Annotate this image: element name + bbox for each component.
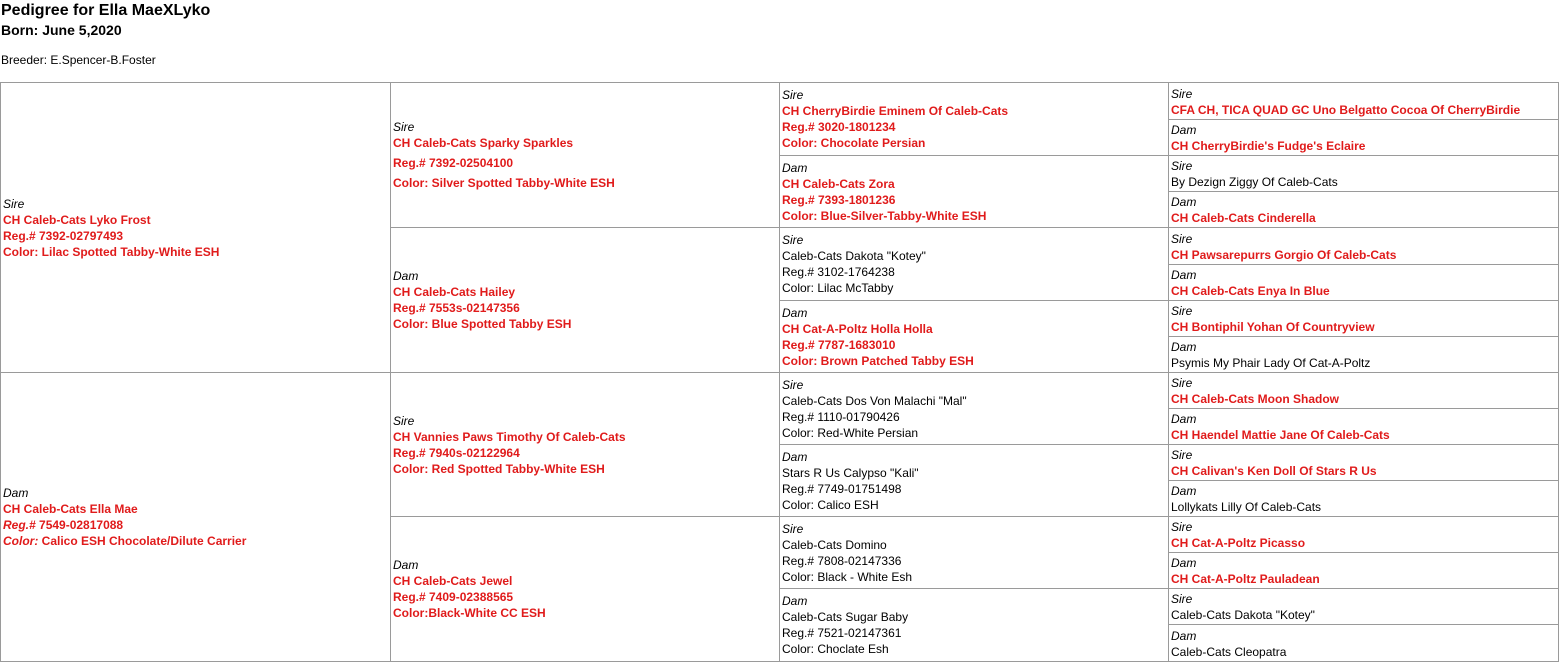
- cat-color: Color: Brown Patched Tabby ESH: [782, 353, 974, 368]
- parent-label: Dam: [1171, 123, 1197, 137]
- parent-label: Dam: [1171, 484, 1197, 498]
- parent-label: Sire: [782, 521, 804, 536]
- reg-value: 7549-02817088: [35, 518, 124, 532]
- cat-color: Color: Choclate Esh: [782, 642, 889, 656]
- gen3-dam-cell: [780, 156, 1169, 228]
- parent-label: Dam: [3, 486, 29, 500]
- parent-label: Dam: [1171, 629, 1197, 643]
- gen3-dam-cell: [780, 445, 1169, 517]
- cat-color: Color:Black-White CC ESH: [393, 606, 546, 620]
- registration-number: [3, 517, 388, 533]
- gen4-dam-cell: [1169, 481, 1558, 517]
- parent-label: Dam: [1171, 412, 1197, 426]
- parent-label: Sire: [782, 88, 804, 102]
- parent-label: Sire: [1171, 304, 1193, 318]
- cat-color: [3, 533, 388, 549]
- gen4-sire-cell: [1169, 228, 1558, 265]
- registration-number: Reg.# 7409-02388565: [393, 590, 514, 604]
- gen1-sire-cell: [1, 83, 391, 373]
- gen2-dam-cell: [391, 228, 780, 373]
- breeder-info: Breeder: E.Spencer-B.Foster: [1, 53, 156, 67]
- color-value: Calico ESH Chocolate/Dilute Carrier: [38, 534, 247, 548]
- gen4-dam-cell: [1169, 265, 1558, 301]
- parent-label: Dam: [1171, 268, 1197, 282]
- gen4-dam-cell: [1169, 409, 1558, 445]
- registration-number: Reg.# 7553s-02147356: [393, 301, 520, 315]
- registration-number: Reg.# 1110-01790426: [782, 409, 900, 424]
- parent-label: Dam: [393, 269, 419, 283]
- parent-label: Sire: [1171, 159, 1193, 173]
- cat-name: CH Caleb-Cats Lyko Frost: [3, 212, 151, 227]
- cat-name: CH CherryBirdie Eminem Of Caleb-Cats: [782, 104, 1009, 118]
- cat-name: CH Caleb-Cats Jewel: [393, 574, 513, 588]
- parent-label: Sire: [1171, 232, 1193, 246]
- cat-name: Caleb-Cats Dakota "Kotey": [1171, 608, 1315, 622]
- gen3-dam-cell: [780, 589, 1169, 661]
- parent-label: Sire: [3, 196, 25, 211]
- parent-label: Dam: [782, 305, 808, 320]
- gen2-sire-cell: [391, 83, 780, 228]
- gen3-sire-cell: [780, 228, 1169, 301]
- registration-number: Reg.# 3020-1801234: [782, 120, 896, 134]
- cat-name: CH Caleb-Cats Ella Mae: [3, 502, 138, 516]
- parent-label: Sire: [1171, 592, 1193, 606]
- cat-name: CH Cat-A-Poltz Holla Holla: [782, 321, 933, 336]
- registration-number: Reg.# 7392-02797493: [3, 228, 124, 243]
- page-title: Pedigree for Ella MaeXLyko: [1, 2, 211, 19]
- cat-name: CH Caleb-Cats Zora: [782, 176, 895, 191]
- cat-name: CH Calivan's Ken Doll Of Stars R Us: [1171, 464, 1377, 478]
- gen3-sire-cell: [780, 373, 1169, 445]
- gen4-dam-cell: [1169, 192, 1558, 228]
- gen1-dam-cell: [1, 373, 391, 661]
- parent-label: Sire: [393, 120, 415, 134]
- parent-label: Dam: [1171, 556, 1197, 570]
- gen4-sire-cell: [1169, 517, 1558, 553]
- gen4-dam-cell: [1169, 625, 1558, 661]
- cat-color: Color: Blue-Silver-Tabby-White ESH: [782, 208, 987, 223]
- cat-name: Stars R Us Calypso "Kali": [782, 465, 919, 480]
- gen4-dam-cell: [1169, 120, 1558, 156]
- cat-name: CH CherryBirdie's Fudge's Eclaire: [1171, 139, 1366, 153]
- cat-color: Color: Red-White Persian: [782, 425, 919, 440]
- cat-color: Color: Silver Spotted Tabby-White ESH: [393, 176, 615, 190]
- parent-label: Dam: [1171, 340, 1197, 354]
- cat-color: Color: Lilac McTabby: [782, 281, 894, 295]
- registration-number: Reg.# 7392-02504100: [393, 156, 514, 170]
- cat-name: CH Caleb-Cats Cinderella: [1171, 211, 1316, 225]
- gen4-dam-cell: [1169, 553, 1558, 589]
- parent-label: Sire: [1171, 376, 1193, 390]
- gen2-sire-cell: [391, 373, 780, 517]
- cat-color: Color: Black - White Esh: [782, 569, 913, 584]
- parent-label: Dam: [782, 160, 808, 175]
- cat-color: Color: Red Spotted Tabby-White ESH: [393, 461, 605, 476]
- parent-label: Sire: [393, 413, 415, 428]
- cat-color: Color: Calico ESH: [782, 497, 879, 512]
- cat-name: Caleb-Cats Domino: [782, 537, 887, 552]
- parent-label: Sire: [1171, 520, 1193, 534]
- gen4-sire-cell: [1169, 589, 1558, 625]
- birth-date: Born: June 5,2020: [1, 22, 122, 38]
- gen4-sire-cell: [1169, 373, 1558, 409]
- cat-name: CFA CH, TICA QUAD GC Uno Belgatto Cocoa Of CherryBirdie: [1171, 103, 1521, 117]
- cat-name: CH Caleb-Cats Hailey: [393, 285, 516, 299]
- gen4-sire-cell: [1169, 445, 1558, 481]
- registration-number: Reg.# 7940s-02122964: [393, 445, 520, 460]
- cat-name: Caleb-Cats Sugar Baby: [782, 610, 909, 624]
- cat-color: Color: Blue Spotted Tabby ESH: [393, 317, 572, 331]
- reg-label: Reg.#: [3, 518, 36, 532]
- gen2-dam-cell: [391, 517, 780, 661]
- cat-name: CH Cat-A-Poltz Pauladean: [1171, 572, 1320, 586]
- cat-name: Caleb-Cats Cleopatra: [1171, 645, 1287, 659]
- parent-label: Dam: [782, 594, 808, 608]
- registration-number: Reg.# 7808-02147336: [782, 553, 902, 568]
- parent-label: Dam: [393, 558, 419, 572]
- gen4-sire-cell: [1169, 83, 1558, 120]
- cat-name: CH Cat-A-Poltz Picasso: [1171, 536, 1306, 550]
- cat-name: CH Caleb-Cats Sparky Sparkles: [393, 136, 574, 150]
- gen3-sire-cell: [780, 83, 1169, 156]
- registration-number: Reg.# 7749-01751498: [782, 481, 902, 496]
- parent-label: Sire: [782, 377, 804, 392]
- parent-label: Dam: [782, 449, 808, 464]
- gen4-sire-cell: [1169, 301, 1558, 337]
- parent-label: Dam: [1171, 195, 1197, 209]
- gen4-sire-cell: [1169, 156, 1558, 192]
- cat-color: Color: Lilac Spotted Tabby-White ESH: [3, 244, 220, 259]
- cat-name: CH Caleb-Cats Enya In Blue: [1171, 284, 1330, 298]
- registration-number: Reg.# 7393-1801236: [782, 192, 896, 207]
- gen4-dam-cell: [1169, 337, 1558, 373]
- gen3-sire-cell: [780, 517, 1169, 589]
- registration-number: Reg.# 7521-02147361: [782, 626, 902, 640]
- cat-color: Color: Chocolate Persian: [782, 136, 926, 150]
- cat-name: CH Haendel Mattie Jane Of Caleb-Cats: [1171, 428, 1390, 442]
- pedigree-table: [0, 82, 1559, 662]
- cat-name: Lollykats Lilly Of Caleb-Cats: [1171, 500, 1322, 514]
- cat-name: Psymis My Phair Lady Of Cat-A-Poltz: [1171, 356, 1371, 370]
- gen3-dam-cell: [780, 301, 1169, 373]
- parent-label: Sire: [782, 233, 804, 247]
- cat-name: CH Caleb-Cats Moon Shadow: [1171, 392, 1340, 406]
- parent-label: Sire: [1171, 448, 1193, 462]
- color-label: Color:: [3, 534, 39, 548]
- registration-number: Reg.# 7787-1683010: [782, 337, 896, 352]
- registration-number: Reg.# 3102-1764238: [782, 265, 895, 279]
- cat-name: By Dezign Ziggy Of Caleb-Cats: [1171, 175, 1338, 189]
- cat-name: CH Vannies Paws Timothy Of Caleb-Cats: [393, 429, 626, 444]
- cat-name: Caleb-Cats Dakota "Kotey": [782, 249, 926, 263]
- cat-name: CH Pawsarepurrs Gorgio Of Caleb-Cats: [1171, 248, 1397, 262]
- parent-label: Sire: [1171, 87, 1193, 101]
- cat-name: CH Bontiphil Yohan Of Countryview: [1171, 320, 1375, 334]
- cat-name: Caleb-Cats Dos Von Malachi "Mal": [782, 393, 967, 408]
